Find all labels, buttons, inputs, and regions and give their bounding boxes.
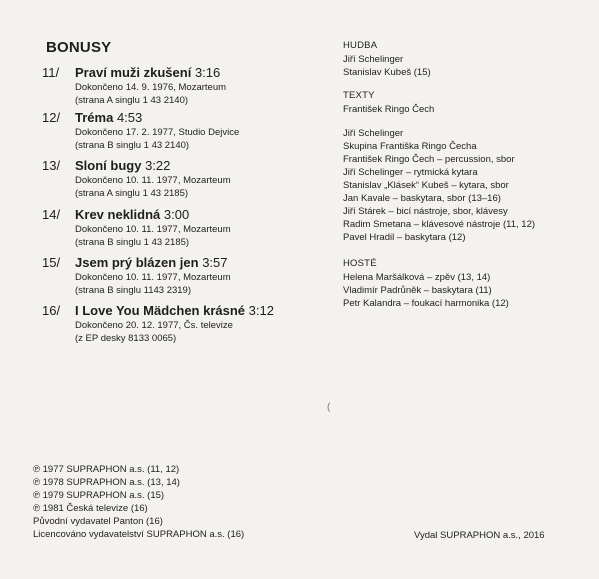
track-recording-info: Dokončeno 10. 11. 1977, Mozarteum bbox=[75, 224, 231, 235]
track-release-info: (strana A singlu 1 43 2185) bbox=[75, 188, 189, 199]
section-heading: BONUSY bbox=[46, 39, 112, 56]
track-title: Krev neklidná bbox=[75, 207, 161, 222]
track-duration: 3:16 bbox=[194, 65, 221, 80]
credits-lyrics bbox=[343, 89, 434, 116]
credit-line: Jiří Stárek – bicí nástroje, sbor, klávesy bbox=[343, 206, 508, 217]
track-duration: 3:12 bbox=[248, 303, 274, 318]
copyright-line: Licencováno vydavatelství SUPRAPHON a.s. (16) bbox=[33, 529, 245, 540]
credit-line: Vladimír Padrůněk – baskytara (11) bbox=[343, 285, 492, 296]
credit-line: Jiří Schelinger bbox=[343, 54, 404, 65]
copyright-line: ℗ 1978 SUPRAPHON a.s. (13, 14) bbox=[33, 477, 180, 488]
credit-line: Stanislav „Klásek“ Kubeš – kytara, sbor bbox=[343, 180, 509, 191]
credits-music-label: HUDBA bbox=[343, 40, 378, 51]
track-recording-info: Dokončeno 20. 12. 1977, Čs. televize bbox=[75, 320, 233, 331]
credits-performers bbox=[343, 127, 535, 244]
credit-line: Jan Kavale – baskytara, sbor (13–16) bbox=[343, 193, 501, 204]
credits-guests-label: HOSTÉ bbox=[343, 258, 377, 269]
track-release-info: (strana B singlu 1143 2319) bbox=[75, 285, 192, 296]
track-release-info: (strana B singlu 1 43 2140) bbox=[75, 140, 190, 151]
print-speck: ( bbox=[327, 402, 331, 413]
track-recording-info: Dokončeno 17. 2. 1977, Studio Dejvice bbox=[75, 127, 240, 138]
track-release-info: (strana A singlu 1 43 2140) bbox=[75, 95, 189, 106]
credits-lyrics-label: TEXTY bbox=[343, 90, 375, 101]
track-release-info: (strana B singlu 1 43 2185) bbox=[75, 237, 190, 248]
track-release-info: (z EP desky 8133 0065) bbox=[75, 333, 177, 344]
track-number: 14/ bbox=[42, 207, 61, 222]
track-number: 12/ bbox=[42, 110, 61, 125]
credit-line: Jiří Schelinger – rytmická kytara bbox=[343, 167, 478, 178]
credit-line: Radim Smetana – klávesové nástroje (11, 12) bbox=[343, 219, 536, 230]
track-number: 11/ bbox=[42, 65, 60, 80]
copyright-notes bbox=[33, 463, 244, 541]
credit-line: Helena Maršálková – zpěv (13, 14) bbox=[343, 272, 491, 283]
credit-line: František Ringo Čech bbox=[343, 104, 435, 115]
credit-line: Jiří Schelinger bbox=[343, 128, 404, 139]
copyright-line: ℗ 1979 SUPRAPHON a.s. (15) bbox=[33, 490, 165, 501]
credit-line: Petr Kalandra – foukací harmonika (12) bbox=[343, 298, 509, 309]
track-recording-info: Dokončeno 10. 11. 1977, Mozarteum bbox=[75, 272, 231, 283]
track-duration: 3:22 bbox=[145, 158, 171, 173]
track-recording-info: Dokončeno 14. 9. 1976, Mozarteum bbox=[75, 82, 227, 93]
track-duration: 4:53 bbox=[116, 110, 143, 125]
credit-line: Skupina Františka Ringo Čecha bbox=[343, 141, 477, 152]
track-number: 16/ bbox=[42, 303, 61, 318]
track-number: 15/ bbox=[42, 255, 61, 270]
copyright-line: Původní vydavatel Panton (16) bbox=[33, 516, 163, 527]
track-title: I Love You Mädchen krásné bbox=[75, 303, 246, 318]
track-recording-info: Dokončeno 10. 11. 1977, Mozarteum bbox=[75, 175, 231, 186]
track-title: Tréma bbox=[75, 110, 114, 125]
credits-music bbox=[343, 39, 431, 79]
credit-line: Stanislav Kubeš (15) bbox=[343, 67, 431, 78]
track-title: Sloní bugy bbox=[75, 158, 142, 173]
credit-line: František Ringo Čech – percussion, sbor bbox=[343, 154, 515, 165]
track-title: Jsem prý blázen jen bbox=[75, 255, 199, 270]
publisher-line: Vydal SUPRAPHON a.s., 2016 bbox=[414, 530, 545, 541]
copyright-line: ℗ 1977 SUPRAPHON a.s. (11, 12) bbox=[33, 464, 180, 475]
copyright-line: ℗ 1981 Česká televize (16) bbox=[33, 503, 148, 514]
track-title: Praví muži zkušení bbox=[75, 65, 192, 80]
track-number: 13/ bbox=[42, 158, 61, 173]
credits-guests bbox=[343, 257, 509, 310]
credit-line: Pavel Hradil – baskytara (12) bbox=[343, 232, 466, 243]
track-duration: 3:57 bbox=[202, 255, 228, 270]
track-duration: 3:00 bbox=[163, 207, 190, 222]
